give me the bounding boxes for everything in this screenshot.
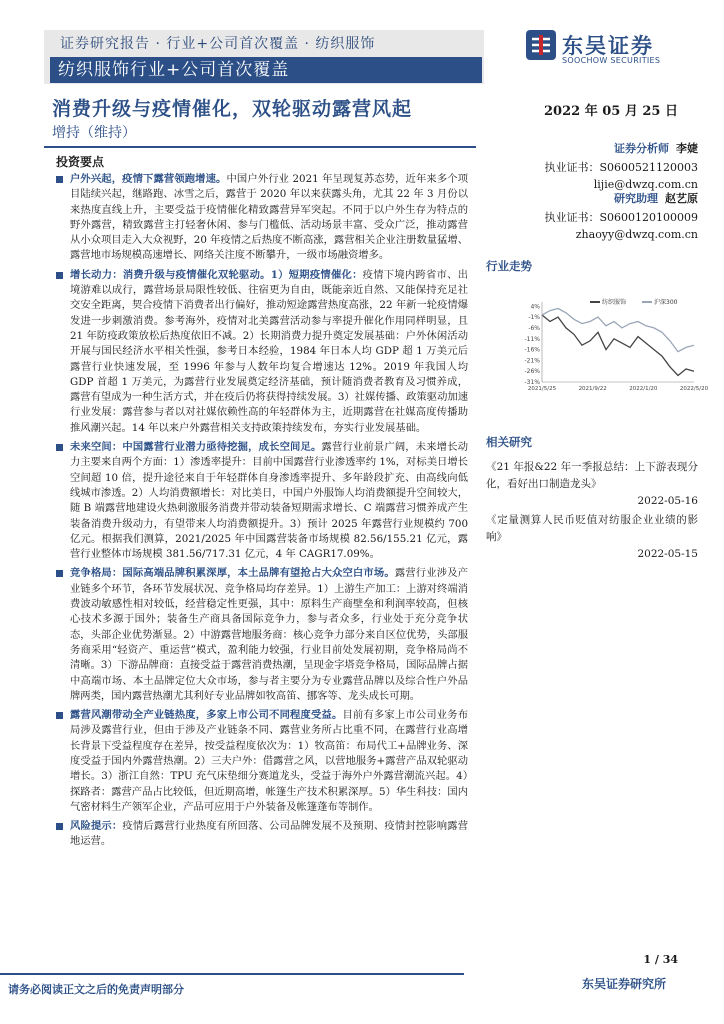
- paragraph-lead: 风险提示：: [70, 820, 123, 833]
- paragraph-growth-drivers: [56, 268, 468, 436]
- paragraph-future-space: [56, 440, 468, 562]
- paragraph-text: 目前有多家上市公司业务布局涉及露营行业，但由于涉及产业链条不同、露营业务所占比重不同，在露营行业高增长背景下受益程度存在差异，按受益程度依次为：1）牧高笛：布局代工+品牌业务、深度受益于国内外露营热潮。2）三夫户外：借露营之风，以营地服务+露营产品双轮驱动增长。3）浙江自然：TPU 充气床垫细分赛道龙头，受益于海外户外露营潮流兴起。4）探路者：露营产品占比较低，但近期高增，帐篷生产技术积累深厚。5）华生科技：国内气密材料生产领军企业，产品可应用于户外装备及帐篷蓬布等制作。: [70, 709, 469, 813]
- institute-name: 东吴证券研究所: [581, 977, 666, 991]
- x-tick-label: 2022/5/20: [679, 386, 709, 392]
- disclaimer-note: 请务必阅读正文之后的免责声明部分: [8, 983, 184, 996]
- summary-heading: 投资要点: [56, 155, 105, 169]
- y-tick-label: -31%: [524, 379, 540, 386]
- paragraph-outdoor-rise: [56, 172, 468, 264]
- analyst-cert: 执业证书：S0600521120003: [544, 161, 698, 174]
- series-line: [542, 309, 694, 352]
- related-date: 2022-05-16: [637, 495, 698, 507]
- trend-chart-svg: [512, 294, 709, 396]
- analyst-cert: 执业证书：S0600120100009: [544, 211, 698, 224]
- paragraph-text: 疫情后露营行业热度有所回落、公司品牌发展不及预期、疫情封控影响露营地运营。: [70, 820, 469, 848]
- company-logo: [526, 30, 696, 64]
- trend-chart: [512, 294, 709, 396]
- x-tick-label: 2021/5/25: [527, 386, 557, 392]
- industry-banner: 纺织服饰行业+公司首次覆盖: [50, 57, 482, 83]
- y-tick-label: 4%: [530, 303, 540, 311]
- bullet-icon: [56, 176, 63, 183]
- analyst-2: [544, 190, 698, 241]
- title-divider: [44, 146, 476, 148]
- trend-heading: 行业走势: [486, 259, 532, 273]
- bullet-icon: [56, 570, 63, 577]
- y-tick-label: -1%: [528, 314, 540, 322]
- analyst-name: 李婕: [676, 142, 698, 155]
- paragraph-listed-companies: [56, 708, 468, 815]
- bullet-icon: [56, 823, 63, 830]
- report-date: 2022 年 05 月 25 日: [544, 104, 678, 119]
- related-research: [486, 434, 698, 565]
- related-date: 2022-05-15: [637, 548, 698, 560]
- footer-divider: [0, 973, 464, 975]
- analyst-name: 赵艺原: [665, 192, 698, 205]
- related-heading: 相关研究: [486, 435, 532, 449]
- paragraph-lead: 户外兴起，疫情下露营领跑增速。: [70, 173, 227, 185]
- paragraph-text: 露营行业涉及产业链多个环节，各环节发展状况、竞争格局均存差异。1）上游生产加工：上游对终端消费波动敏感性相对较低，经营稳定性更强，其中：原料生产商壁垒和利润率较高，但核心技术多源于国外；装备生产商具备国际竞争力，参与者众多，行业处于充分竞争状态，头部企业优势渐显。2）中游露营地服务商：核心竞争力部分来自区位优势，头部服务商采用“轻资产、重运营”模式，盈利能力较强，行业目前处发展初期，竞争格局尚不清晰。3）下游品牌商：直接受益于露营消费热潮，呈现金字塔竞争格局，国际品牌占据中高端市场、本土品牌定位大众市场，参与者主要分为专业露营品牌以及综合性户外品牌两类，国内露营热潮尤其利好专业品牌如牧高笛、挪客等、龙头成长可期。: [70, 567, 469, 702]
- y-tick-label: -16%: [524, 346, 540, 354]
- report-category: 证券研究报告 · 行业+公司首次覆盖 · 纺织服饰: [60, 36, 376, 52]
- y-tick-label: -21%: [524, 357, 540, 365]
- page-number: 1 / 34: [643, 953, 678, 966]
- logo-text-en: SOOCHOW SECURITIES: [562, 56, 661, 65]
- y-tick-label: -6%: [528, 324, 540, 332]
- bullet-icon: [56, 272, 63, 279]
- paragraph-text: 露营行业前景广阔，未来增长动力主要来自两个方面：1）渗透率提升：目前中国露营行业渗透率约 1%，对标美日增长空间超 10 倍，提升途径来自于年轻群体自身渗透率提升、多年龄段扩充、由高线向低线城市渗透。2）人均消费额增长：对比美日，中国户外服饰人均消费额提升空间较大，随 B 端露营地建设火热刺激服务消费并带动装备短期需求增长、C 端露营习惯养成产生装备消费升级动力，有望带来人均消费额提升。3）预计 2025 年露营行业规模约 700 亿元。根据我们测算，2021/2025 年中国露营装备市场规模 82.56/155.21 亿元，露营行业整体市场规模 381.56/717.31 亿元，4 年 CAGR17.09%。: [70, 441, 469, 561]
- paragraph-lead: 竞争格局：国际高端品牌积累深厚，本土品牌有望抢占大众空白市场。: [70, 567, 395, 580]
- paragraph-text: 中国户外行业 2021 年呈现复苏态势，近年来多个项目陆续兴起，继路跑、冰雪之后，露营于 2020 年以来获露头角，尤其 22 年 3 月份以来热度直线上升，主要受益于疫情催化精致露营异军突起。不同于以户外生存为特点的野外露营，精致露营主打轻奢休闲、参与门槛低、活动场景丰富、受众广泛，推动露营从小众项目走入大众视野，20 年疫情之后热度不断高涨，露营相关企业注册数量猛增、露营地市场规模高速增长、网络关注度不断攀升，一级市场融资增多。: [70, 173, 468, 262]
- paragraph-lead: 露营风潮带动全产业链热度，多家上市公司不同程度受益。: [70, 709, 343, 722]
- analyst-role: 研究助理: [614, 192, 658, 205]
- paragraph-lead: 增长动力：消费升级与疫情催化双轮驱动。1）短期疫情催化：: [70, 268, 363, 281]
- summary-body: [56, 172, 468, 854]
- y-tick-label: -11%: [524, 335, 540, 343]
- bullet-icon: [56, 444, 63, 451]
- paragraph-text: 疫情下境内跨省市、出境游难以成行，露营场景局限性较低、往宿更为自由，既能亲近自然、又能保持充足社交安全距离，契合疫情下消费者出行偏好，推动短途露营热度高涨，22 年新一轮疫情爆发进一步刺激消费。参考海外，疫情对北美露营活动参与率提升催化作用同样明显，且 21 年防疫政策放松后热度依旧不减。2）长期消费力提升奠定发展基础：户外休闲活动开展与国民经济水平相关性强，参考日本经验，1984 年日本人均 GDP 超 1 万美元后露营行业快速发展，至 1996 年参与人数年均复合增速达 12%。2019 年我国人均 GDP 首超 1 万美元，为露营行业发展奠定经济基础，预计随消费者教育及习惯养成，露营有望成为一种生活方式，并在疫后仍将获得持续发展。3）社媒传播、政策驱动加速行业发展：露营参与者以对社媒依赖性高的年轻群体为主，近期露营在社媒高度传播助推风潮兴起。14 年以来户外露营相关支持政策持续发布，夯实行业发展基础。: [70, 268, 469, 434]
- related-item[interactable]: 《定量测算人民币贬值对纺服企业业绩的影响》: [486, 514, 698, 543]
- paragraph-competition: [56, 566, 468, 704]
- paragraph-lead: 未来空间：中国露营行业潜力亟待挖掘，成长空间足。: [70, 441, 322, 454]
- analyst-role: 证券分析师: [614, 142, 669, 155]
- analyst-email[interactable]: lijie@dwzq.com.cn: [593, 178, 698, 191]
- paragraph-risk: [56, 819, 468, 850]
- related-item[interactable]: 《21 年报&22 年一季报总结：上下游表现分化，看好出口制造龙头》: [486, 461, 698, 490]
- report-title: 消费升级与疫情催化，双轮驱动露营风起: [52, 98, 413, 120]
- x-tick-label: 2021/9/22: [578, 386, 607, 392]
- analyst-1: [544, 140, 698, 191]
- report-rating: 增持（维持）: [52, 125, 136, 141]
- x-tick-label: 2022/1/20: [629, 386, 658, 392]
- legend-label: 纺织服饰: [602, 299, 627, 306]
- logo-mark-icon: [526, 30, 556, 60]
- bullet-icon: [56, 712, 63, 719]
- analyst-email[interactable]: zhaoyy@dwzq.com.cn: [575, 228, 698, 241]
- y-tick-label: -26%: [524, 368, 540, 376]
- logo-text-cn: 东吴证券: [562, 34, 654, 58]
- legend-label: 沪深300: [654, 299, 678, 306]
